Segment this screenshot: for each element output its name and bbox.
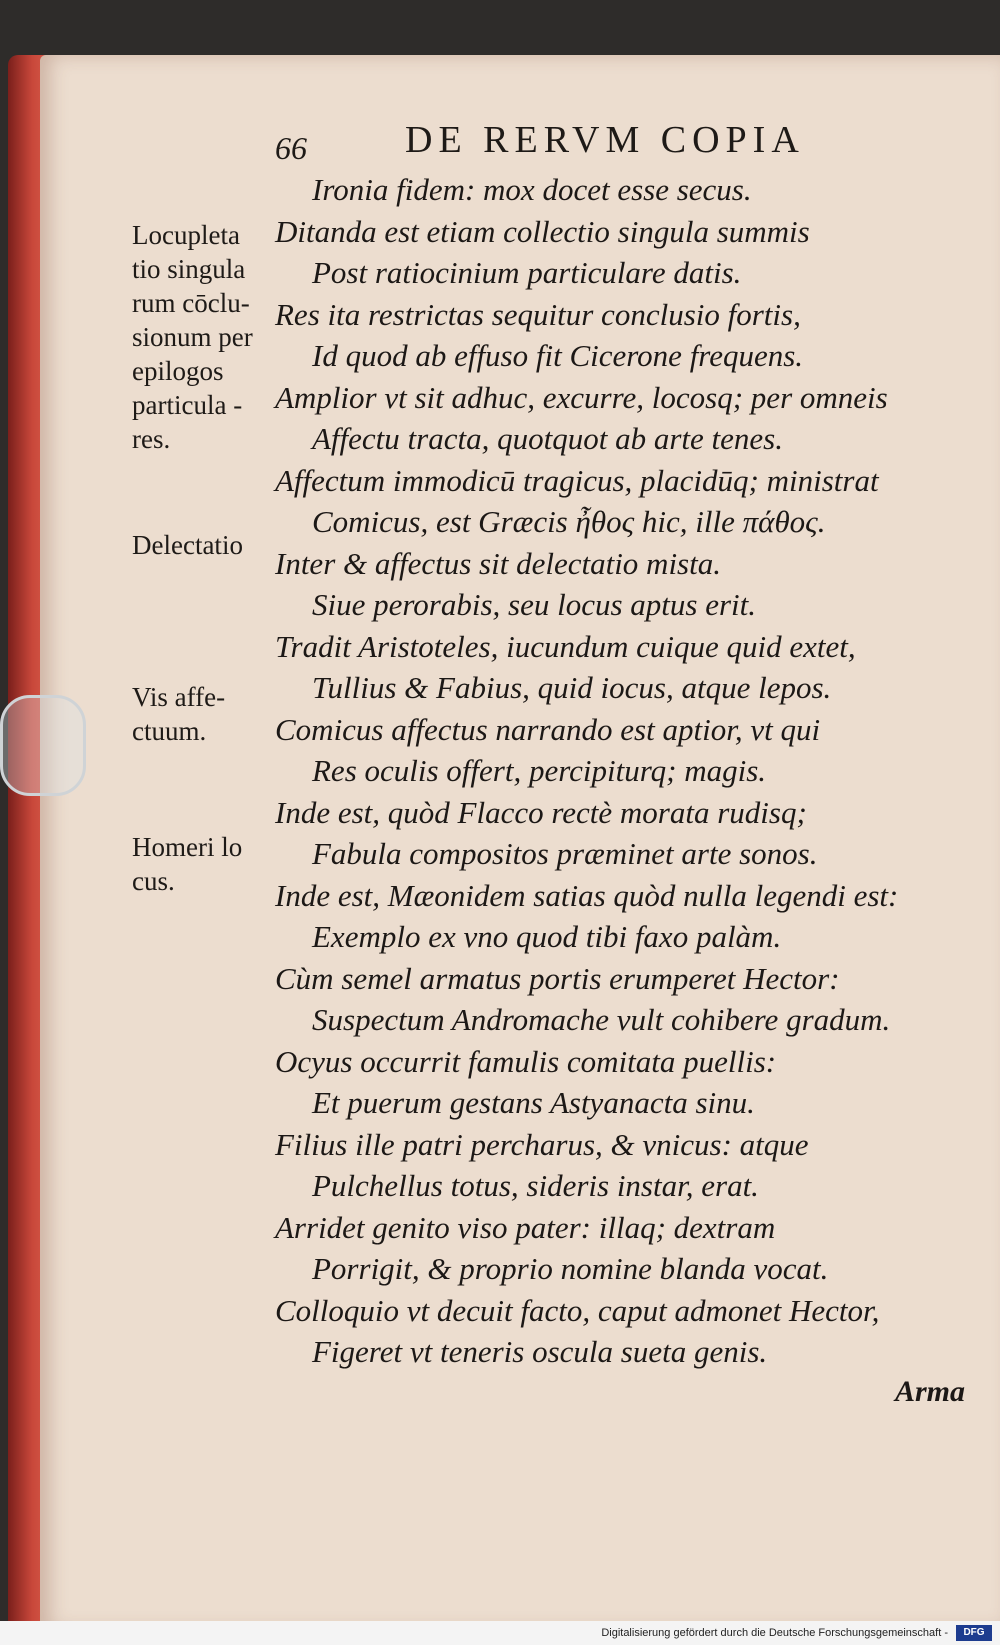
- margin-note-delectatio: Delectatio: [132, 530, 243, 560]
- verse-line: Filius ille patri percharus, & vnicus: atque: [275, 1126, 809, 1162]
- verse-line: Inde est, Mæonidem satias quòd nulla legendi est:: [275, 877, 899, 913]
- verse-line: Amplior vt sit adhuc, excurre, locosq; per omneis: [275, 379, 888, 415]
- verse-line: Ditanda est etiam collectio singula summis: [275, 213, 810, 249]
- margin-note-homeri-locus: Homeri lo cus.: [132, 832, 243, 896]
- margin-note-locupletatio: Locupleta tio singula rum cōclu- sionum per epilogos particula - res.: [132, 220, 253, 454]
- verse-line: Cùm semel armatus portis erumperet Hector:: [275, 960, 840, 996]
- verse-line: Post ratiocinium particulare datis.: [312, 255, 742, 290]
- verse-line: Exemplo ex vno quod tibi faxo palàm.: [312, 919, 782, 954]
- verse-line: Inde est, quòd Flacco rectè morata rudisq;: [275, 794, 807, 830]
- running-head: [275, 118, 835, 168]
- verse-line: Colloquio vt decuit facto, caput admonet Hector,: [275, 1292, 880, 1328]
- verse-line: Id quod ab effuso fit Cicerone frequens.: [312, 338, 804, 373]
- verse-line: Et puerum gestans Astyanacta sinu.: [312, 1085, 755, 1120]
- digitization-credit: Digitalisierung gefördert durch die Deutsche Forschungsgemeinschaft -: [0, 1621, 1000, 1645]
- verse-line: Comicus, est Græcis ἦθος hic, ille πάθος.: [312, 504, 826, 539]
- verse-line: Affectum immodicū tragicus, placidūq; ministrat: [275, 462, 879, 498]
- running-title: DE RERVM COPIA: [405, 119, 805, 161]
- verse-line: Tradit Aristoteles, iucundum cuique quid extet,: [275, 628, 856, 664]
- verse-line: Suspectum Andromache vult cohibere gradum.: [312, 1002, 891, 1037]
- verse-line: Res ita restrictas sequitur conclusio fortis,: [275, 296, 801, 332]
- verse-line: Res oculis offert, percipiturq; magis.: [312, 753, 767, 788]
- margin-note-vis-affectuum: Vis affe- ctuum.: [132, 682, 226, 746]
- verse-line: Figeret vt teneris oscula sueta genis.: [312, 1334, 768, 1369]
- folio-number: 66: [275, 130, 307, 166]
- dfg-logo: DFG: [956, 1625, 992, 1641]
- verse-line: Siue perorabis, seu locus aptus erit.: [312, 587, 757, 622]
- verse-line: Tullius & Fabius, quid iocus, atque lepos.: [312, 670, 832, 705]
- verse-line: Pulchellus totus, sideris instar, erat.: [312, 1168, 759, 1203]
- verse-line: Ocyus occurrit famulis comitata puellis:: [275, 1043, 777, 1079]
- catchword: Arma: [894, 1375, 965, 1408]
- page-tab-clip: [0, 695, 86, 796]
- verse-line: Arridet genito viso pater: illaq; dextram: [275, 1209, 776, 1245]
- verse-line: Inter & affectus sit delectatio mista.: [275, 545, 721, 581]
- verse-line: Affectu tracta, quotquot ab arte tenes.: [312, 421, 783, 456]
- verse-line: Porrigit, & proprio nomine blanda vocat.: [312, 1251, 829, 1286]
- verse-line: Ironia fidem: mox docet esse secus.: [312, 172, 752, 207]
- verse-line: Comicus affectus narrando est aptior, vt qui: [275, 711, 821, 747]
- verse-line: Fabula compositos præminet arte sonos.: [312, 836, 818, 871]
